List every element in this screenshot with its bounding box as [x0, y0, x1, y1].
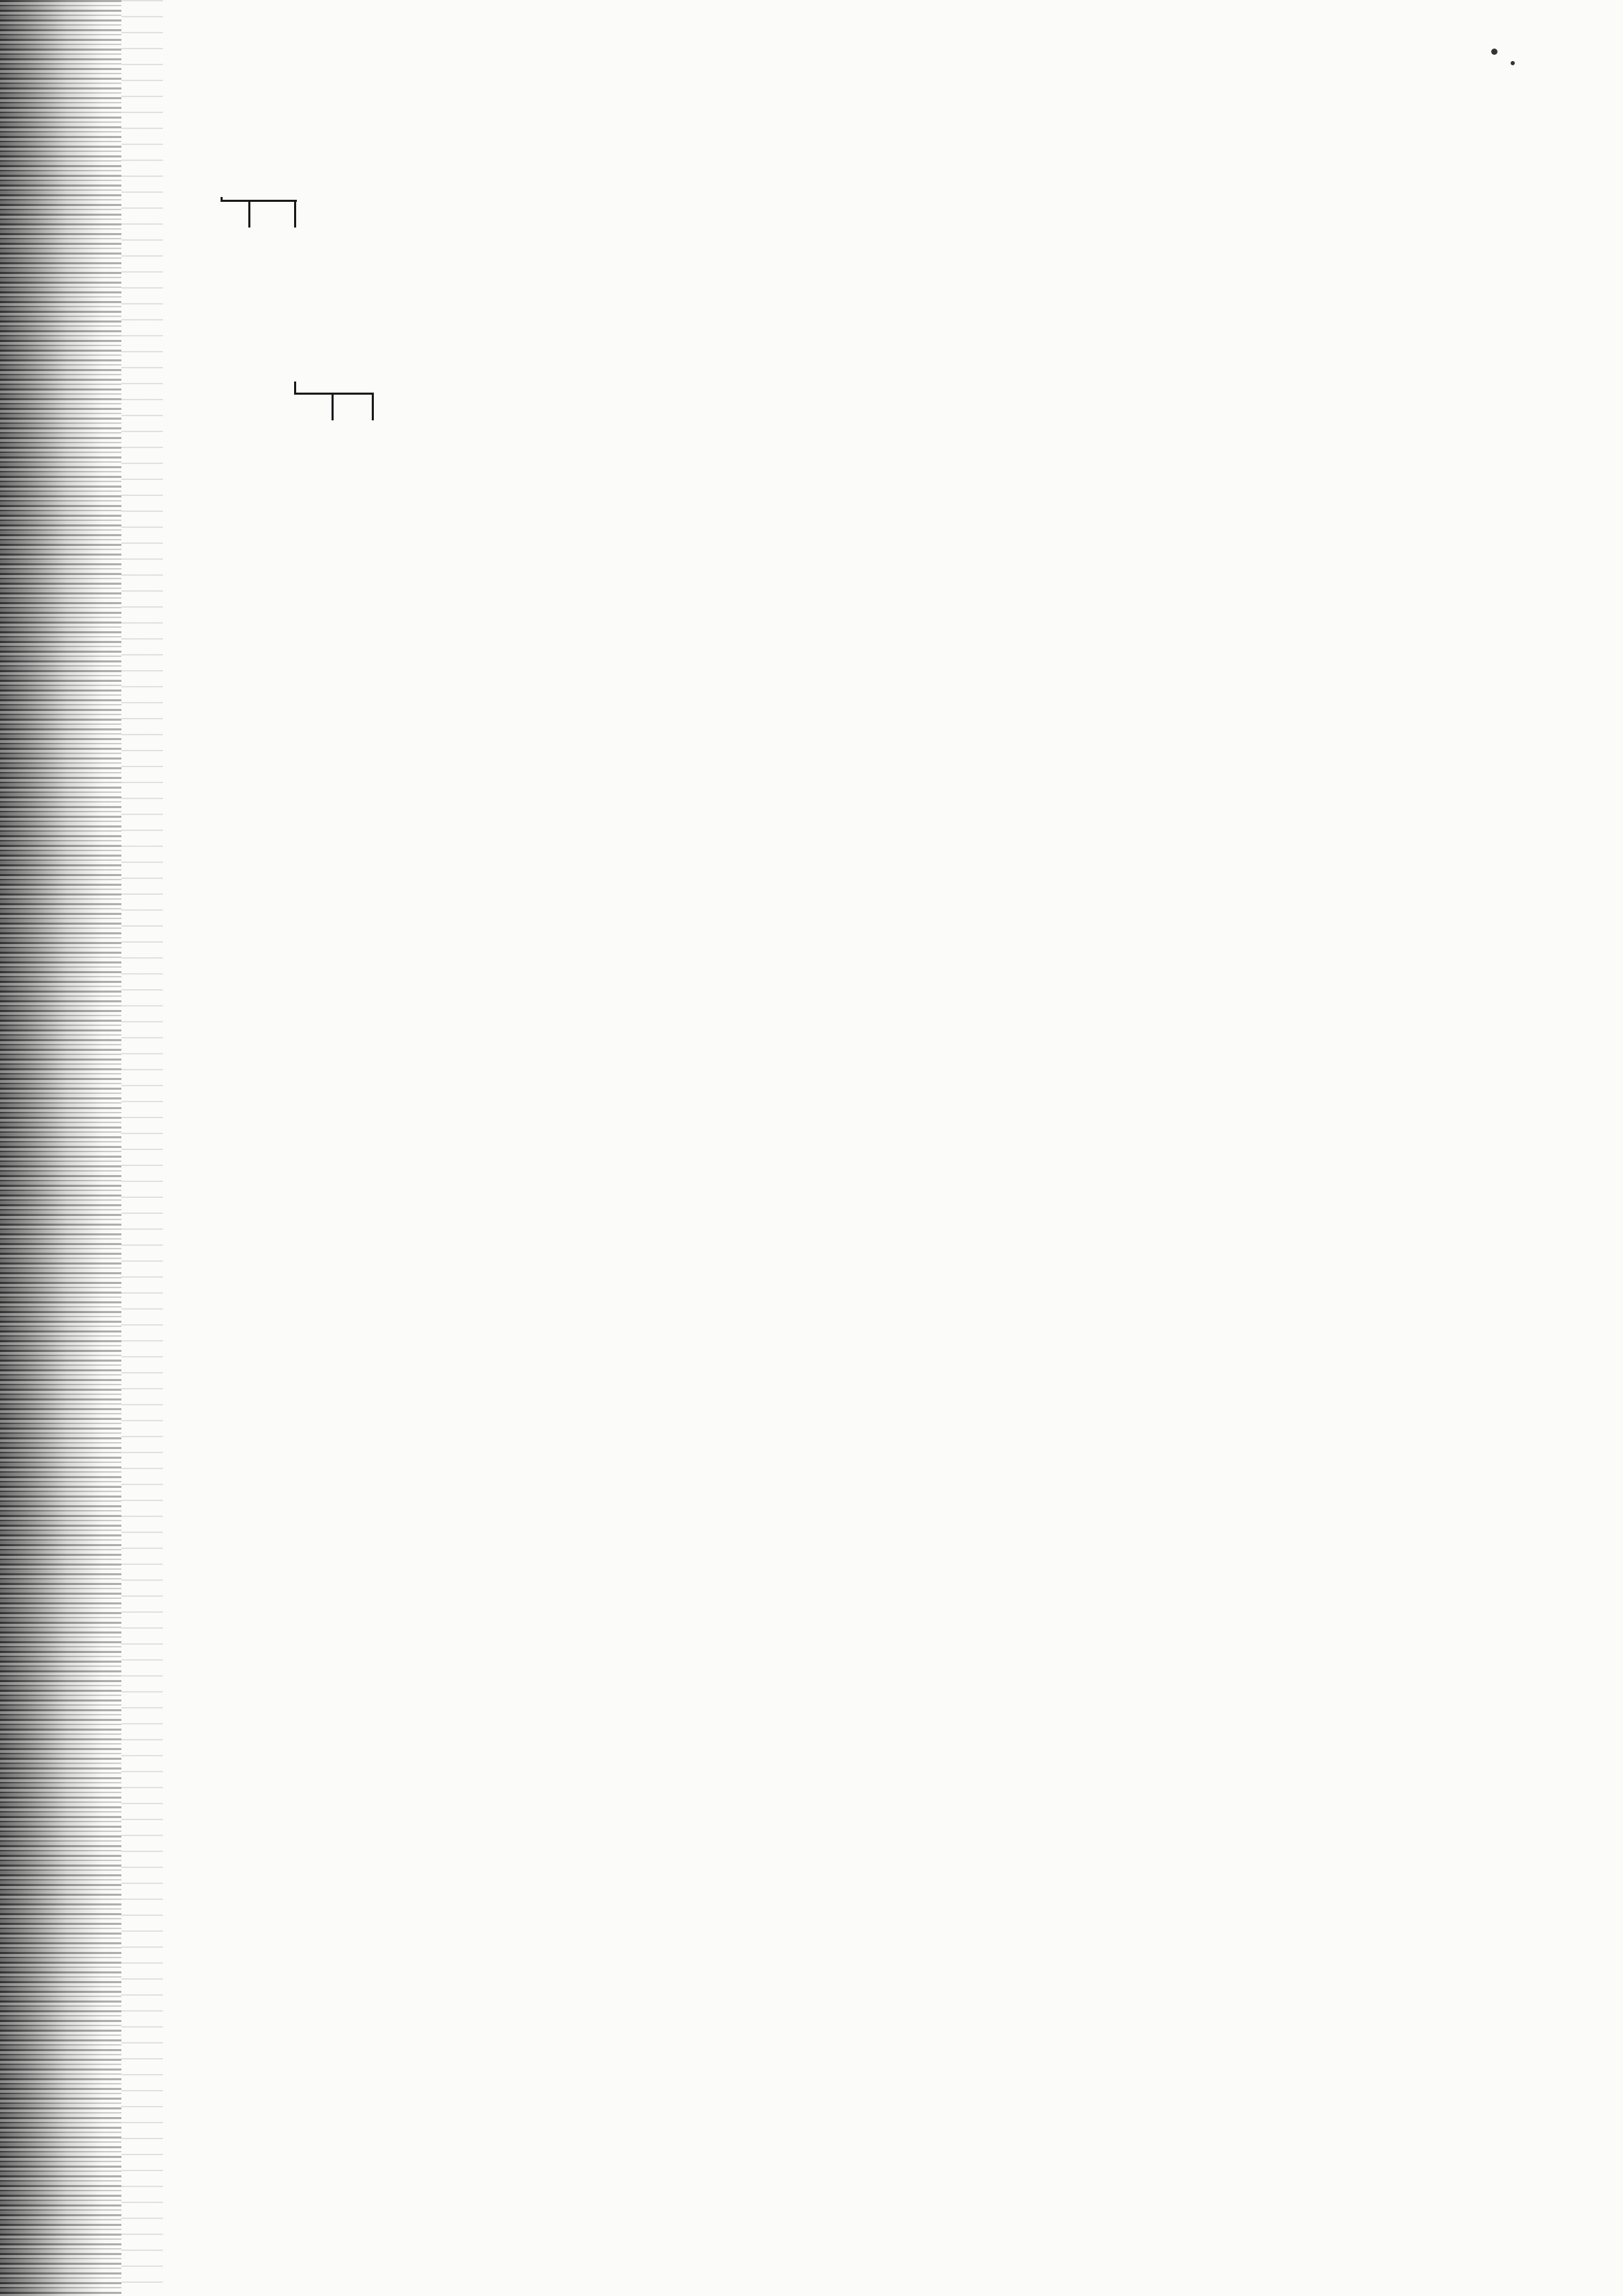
tree-connector — [372, 393, 374, 420]
scan-binding-shadow — [0, 0, 121, 2296]
ink-speck — [1491, 49, 1497, 55]
tree-connector — [248, 200, 250, 228]
tree-connector — [294, 200, 296, 228]
scan-noise — [121, 0, 163, 2296]
ink-speck — [1511, 61, 1515, 65]
tree-connector — [221, 200, 297, 202]
tree-connector — [332, 393, 334, 420]
tree-connector — [294, 393, 374, 395]
madhyamaka-tree-diagram — [208, 111, 395, 943]
